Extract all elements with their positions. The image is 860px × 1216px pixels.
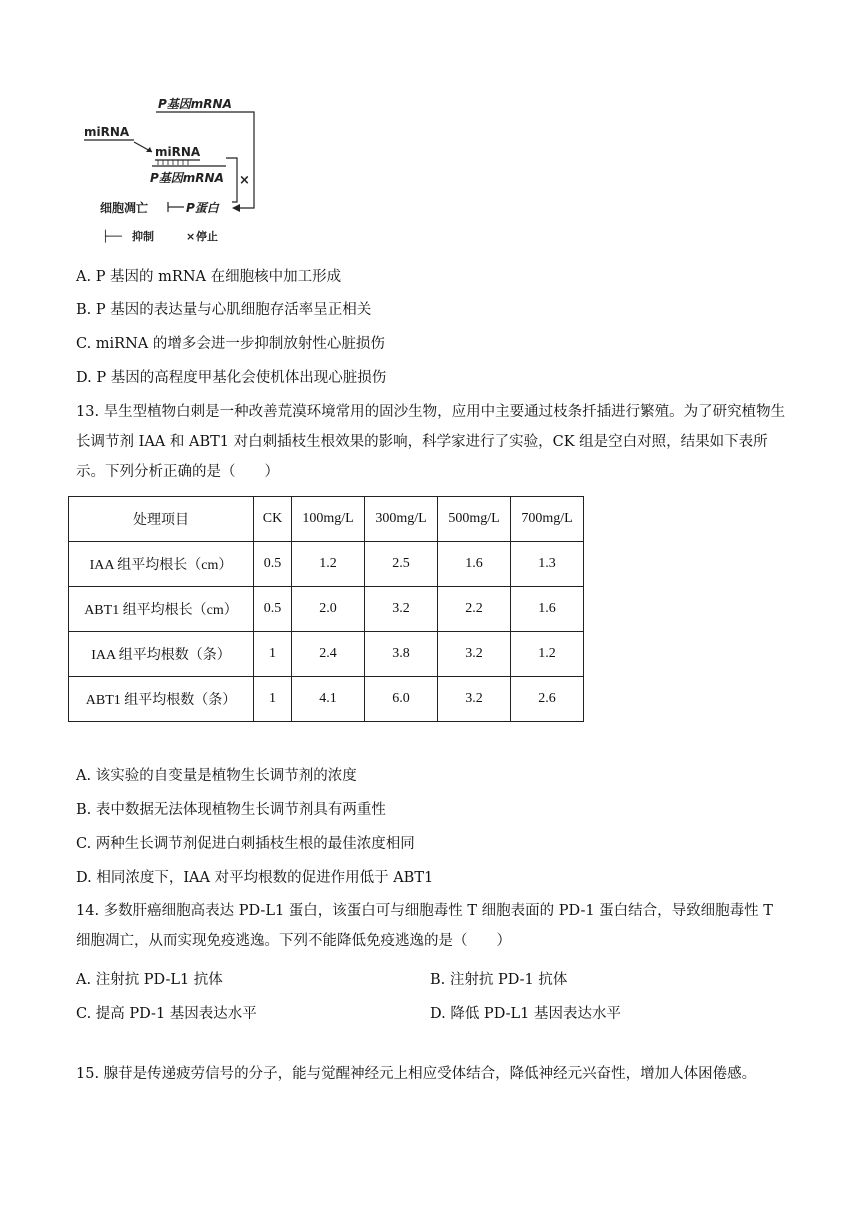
- table-cell: 1.6: [511, 587, 584, 632]
- q12-option-a: A. P 基因的 mRNA 在细胞核中加工形成: [76, 269, 342, 285]
- table-cell: IAA 组平均根数（条）: [69, 632, 254, 677]
- table-cell: 2.2: [438, 587, 511, 632]
- apoptosis-label: 细胞凋亡: [100, 201, 149, 215]
- table-cell: 4.1: [292, 677, 365, 722]
- table-header-cell: 700mg/L: [511, 497, 584, 542]
- translation-path-top: [238, 112, 254, 208]
- legend-inhibit-label: 抑制: [132, 230, 154, 243]
- p-protein-label: P蛋白: [186, 201, 219, 215]
- q13-stem: 13. 旱生型植物白刺是一种改善荒漠环境常用的固沙生物，应用中主要通过枝条扦插进行繁殖。为了研究植物生长调节剂 IAA 和 ABT1 对白刺插枝生根效果的影响，科学家进行了实验，CK 组是空白对照，结果如下表所示。下列分析正确的是（ ）: [76, 404, 786, 480]
- q14-option-d: D. 降低 PD-L1 基因表达水平: [430, 1006, 621, 1022]
- table-cell: ABT1 组平均根数（条）: [69, 677, 254, 722]
- p-gene-mrna-top-label: P基因mRNA: [158, 97, 232, 111]
- q13-option-b: B. 表中数据无法体现植物生长调节剂具有两重性: [76, 802, 386, 818]
- gene-regulation-diagram: [80, 88, 270, 248]
- q14-option-a: A. 注射抗 PD-L1 抗体: [76, 972, 223, 988]
- translation-arrow-top: [232, 204, 240, 212]
- table-cell: 1.3: [511, 542, 584, 587]
- legend-inhibit-symbol: ├──: [102, 230, 122, 243]
- table-row: [69, 587, 584, 632]
- table-cell: 3.8: [365, 632, 438, 677]
- table-cell: 2.5: [365, 542, 438, 587]
- mirna-bound-label: miRNA: [155, 145, 201, 159]
- translation-path-bound: [226, 158, 237, 202]
- table-cell: 1.2: [511, 632, 584, 677]
- q14-option-c: C. 提高 PD-1 基因表达水平: [76, 1006, 257, 1022]
- table-cell: 1.6: [438, 542, 511, 587]
- q13-option-a: A. 该实验的自变量是植物生长调节剂的浓度: [76, 768, 357, 784]
- table-cell: ABT1 组平均根长（cm）: [69, 587, 254, 632]
- mirna-left-label: miRNA: [84, 125, 130, 139]
- q13-results-table: [68, 496, 584, 722]
- table-cell: 6.0: [365, 677, 438, 722]
- table-header-cell: CK: [254, 497, 292, 542]
- table-header-row: [69, 497, 584, 542]
- table-cell: 3.2: [438, 677, 511, 722]
- table-header-cell: 100mg/L: [292, 497, 365, 542]
- diagram-svg: [80, 88, 270, 248]
- base-pair-ticks: [158, 160, 188, 165]
- table-cell: 2.0: [292, 587, 365, 632]
- table-cell: 1: [254, 677, 292, 722]
- q14-option-b: B. 注射抗 PD-1 抗体: [430, 972, 568, 988]
- table-cell: 0.5: [254, 542, 292, 587]
- legend-stop-symbol: ×: [186, 230, 196, 243]
- table-header-cell: 处理项目: [69, 497, 254, 542]
- q12-option-c: C. miRNA 的增多会进一步抑制放射性心脏损伤: [76, 336, 385, 352]
- p-gene-mrna-bound-label: P基因mRNA: [150, 171, 224, 185]
- table-cell: 1: [254, 632, 292, 677]
- table-cell: 2.4: [292, 632, 365, 677]
- q13-option-c: C. 两种生长调节剂促进白刺插枝生根的最佳浓度相同: [76, 836, 415, 852]
- table-cell: 1.2: [292, 542, 365, 587]
- q13-option-d: D. 相同浓度下，IAA 对平均根数的促进作用低于 ABT1: [76, 870, 434, 886]
- q14-stem: 14. 多数肝癌细胞高表达 PD-L1 蛋白，该蛋白可与细胞毒性 T 细胞表面的 PD-1 蛋白结合，导致细胞毒性 T 细胞凋亡，从而实现免疫逃逸。下列不能降低免疫逃逸的是（ ）: [76, 903, 773, 949]
- table-cell: 0.5: [254, 587, 292, 632]
- table-header-cell: 300mg/L: [365, 497, 438, 542]
- table-cell: 2.6: [511, 677, 584, 722]
- table-header-cell: 500mg/L: [438, 497, 511, 542]
- q15-stem: 15. 腺苷是传递疲劳信号的分子，能与觉醒神经元上相应受体结合，降低神经元兴奋性，增加人体困倦感。: [76, 1066, 757, 1082]
- table-row: [69, 542, 584, 587]
- legend-stop-label: 停止: [196, 230, 218, 243]
- q12-option-d: D. P 基因的高程度甲基化会使机体出现心脏损伤: [76, 370, 387, 386]
- table-cell: 3.2: [438, 632, 511, 677]
- table-row: [69, 677, 584, 722]
- table-cell: 3.2: [365, 587, 438, 632]
- table-cell: IAA 组平均根长（cm）: [69, 542, 254, 587]
- stop-mark: ×: [239, 173, 250, 188]
- table-row: [69, 632, 584, 677]
- q12-option-b: B. P 基因的表达量与心肌细胞存活率呈正相关: [76, 302, 372, 318]
